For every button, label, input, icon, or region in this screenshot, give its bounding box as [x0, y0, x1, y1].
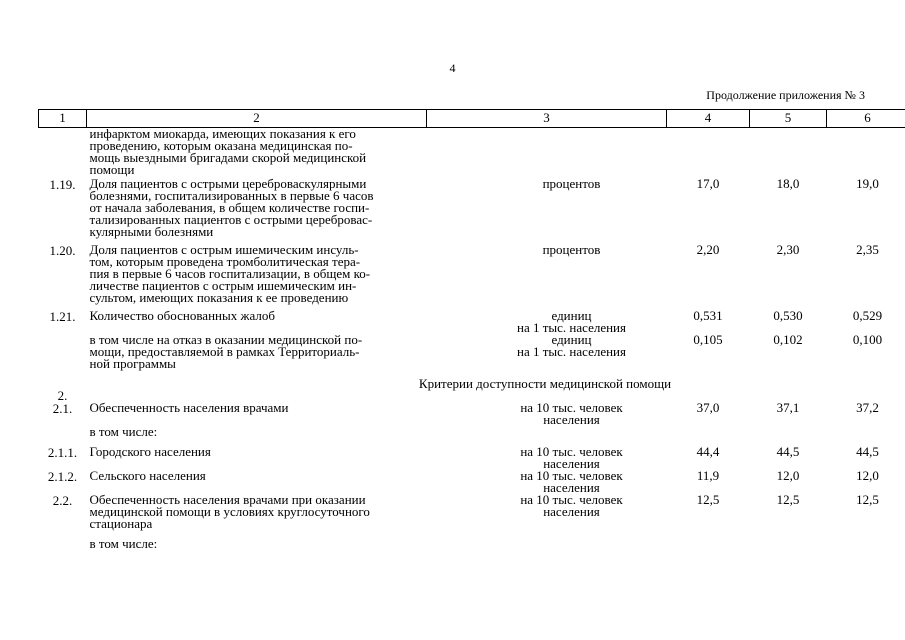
- criteria-table: [38, 109, 905, 552]
- value-year-1: [667, 538, 750, 552]
- indicator-name: [87, 334, 427, 378]
- section-title: Критерии доступности медицинской помощи: [418, 376, 672, 391]
- page-number: 4: [449, 61, 456, 75]
- row-number: [39, 426, 87, 446]
- row-number: 1.21.: [49, 309, 76, 324]
- row-number: 2.1.1.: [47, 445, 78, 460]
- unit-of-measure: [427, 310, 667, 334]
- unit-line: единиц: [551, 332, 592, 347]
- indicator-name-line: том, которым проведена тромболитическая тера-: [89, 254, 361, 269]
- value-year-3: 2,35: [856, 242, 879, 257]
- value-year-1: 17,0: [696, 176, 720, 191]
- unit-of-measure: [427, 426, 667, 446]
- indicator-name-line: пия в первые 6 часов госпитализации, в общем ко-: [89, 266, 371, 281]
- indicator-name-line: Обеспеченность населения врачами при оказании: [89, 492, 366, 507]
- unit-line: единиц: [551, 308, 592, 323]
- header-cell: 4: [667, 110, 750, 128]
- indicator-name-line: мощь выездными бригадами скорой медицинской: [89, 150, 367, 165]
- value-year-3: 37,2: [856, 400, 879, 415]
- table-row: [39, 128, 905, 179]
- row-number: 1.19.: [49, 177, 76, 192]
- indicator-name: [87, 178, 427, 244]
- unit-line: населения: [543, 412, 600, 427]
- row-number: 2.2.: [52, 493, 73, 508]
- indicator-name: [87, 538, 427, 552]
- unit-line: на 10 тыс. человек: [520, 444, 623, 459]
- indicator-name-line: ной программы: [89, 356, 176, 371]
- row-number: 2.: [57, 388, 68, 403]
- value-year-2: 37,1: [776, 400, 800, 415]
- unit-line: на 10 тыс. человек: [520, 492, 623, 507]
- unit-line: на 10 тыс. человек: [520, 468, 623, 483]
- value-year-3: [827, 426, 905, 446]
- value-year-2: 0,102: [773, 332, 803, 347]
- value-year-2: 18,0: [776, 176, 800, 191]
- value-year-1: [667, 426, 750, 446]
- indicator-name-line: медицинской помощи в условиях круглосуточного: [89, 504, 370, 519]
- indicator-name: [87, 446, 427, 470]
- indicator-name-line: Сельского населения: [89, 468, 206, 483]
- header-cell: 1: [39, 110, 87, 128]
- indicator-name: [87, 426, 427, 446]
- value-year-1: 37,0: [696, 400, 720, 415]
- indicator-name-line: в том числе:: [89, 536, 158, 551]
- value-year-3: 0,529: [852, 308, 883, 323]
- indicator-name-line: личестве пациентов с острым ишемическим ин-: [89, 278, 357, 293]
- indicator-name-line: тализированных пациентов с острыми церебровас-: [89, 212, 373, 227]
- value-year-1: 2,20: [696, 242, 720, 257]
- indicator-name: [87, 244, 427, 310]
- value-year-3: [827, 128, 905, 179]
- unit-line: на 1 тыс. населения: [517, 344, 626, 359]
- header-cell: 3: [427, 110, 667, 128]
- indicator-name-line: в том числе:: [89, 424, 158, 439]
- indicator-name: [87, 402, 427, 426]
- table-row: [39, 310, 905, 334]
- value-year-2: 12,0: [776, 468, 800, 483]
- value-year-1: 11,9: [696, 468, 720, 483]
- unit-line: процентов: [542, 242, 601, 257]
- indicator-name-line: стационара: [89, 516, 153, 531]
- indicator-name-line: кулярными болезнями: [89, 224, 214, 239]
- table-row: [39, 402, 905, 426]
- header-cell: 2: [87, 110, 427, 128]
- table-row: [39, 178, 905, 244]
- value-year-2: 12,5: [776, 492, 800, 507]
- unit-line: на 1 тыс. населения: [517, 320, 626, 335]
- indicator-name-line: от начала заболевания, в общем количестве госпи-: [89, 200, 370, 215]
- header-cell: 5: [750, 110, 827, 128]
- table-header: [39, 110, 905, 128]
- value-year-1: 44,4: [696, 444, 720, 459]
- value-year-2: [750, 128, 827, 179]
- continuation-caption: Продолжение приложения № 3: [706, 88, 865, 102]
- value-year-2: 0,530: [773, 308, 803, 323]
- indicator-name-line: Доля пациентов с острыми цереброваскулярными: [89, 176, 367, 191]
- row-number: [39, 128, 87, 179]
- unit-of-measure: [427, 494, 667, 538]
- row-number: 2.1.: [52, 401, 73, 416]
- value-year-2: 44,5: [776, 444, 800, 459]
- unit-of-measure: [427, 538, 667, 552]
- value-year-1: 0,105: [693, 332, 723, 347]
- indicator-name: [87, 494, 427, 538]
- indicator-name-line: Доля пациентов с острым ишемическим инсуль-: [89, 242, 359, 257]
- value-year-2: [750, 426, 827, 446]
- value-year-1: 0,531: [693, 308, 723, 323]
- table-row: [39, 244, 905, 310]
- indicator-name-line: сультом, имеющих показания к ее проведению: [89, 290, 349, 305]
- row-number: 1.20.: [49, 243, 76, 258]
- unit-of-measure: [427, 178, 667, 244]
- indicator-name-line: мощи, предоставляемой в рамках Территориаль-: [89, 344, 360, 359]
- table-body: [39, 128, 905, 553]
- indicator-name-line: Городского населения: [89, 444, 211, 459]
- unit-of-measure: [427, 244, 667, 310]
- indicator-name-line: Обеспеченность населения врачами: [89, 400, 289, 415]
- value-year-1: 12,5: [696, 492, 720, 507]
- indicator-name: [87, 310, 427, 334]
- value-year-3: 19,0: [856, 176, 879, 191]
- value-year-2: 2,30: [776, 242, 800, 257]
- row-number: 2.1.2.: [47, 469, 78, 484]
- unit-of-measure: [427, 334, 667, 378]
- section-row: [39, 378, 905, 402]
- indicator-name: [87, 470, 427, 494]
- indicator-name-line: в том числе на отказ в оказании медицинской по-: [89, 332, 363, 347]
- indicator-name: [87, 128, 427, 179]
- value-year-3: 12,5: [856, 492, 879, 507]
- table-row: [39, 470, 905, 494]
- unit-line: населения: [543, 456, 600, 471]
- indicator-name-line: помощи: [89, 162, 135, 177]
- value-year-3: [827, 538, 905, 552]
- table-row: [39, 446, 905, 470]
- row-number: [39, 538, 87, 552]
- indicator-name-line: проведению, которым оказана медицинская по-: [89, 138, 353, 153]
- table-row: [39, 334, 905, 378]
- indicator-name-line: болезнями, госпитализированных в первые 6 часов: [89, 188, 374, 203]
- indicator-name-line: инфарктом миокарда, имеющих показания к его: [89, 126, 356, 141]
- unit-line: населения: [543, 504, 600, 519]
- header-cell: 6: [827, 110, 905, 128]
- unit-line: процентов: [542, 176, 601, 191]
- table-row: [39, 426, 905, 446]
- unit-line: на 10 тыс. человек: [520, 400, 623, 415]
- table-row: [39, 494, 905, 538]
- value-year-2: [750, 538, 827, 552]
- unit-of-measure: [427, 128, 667, 179]
- unit-of-measure: [427, 402, 667, 426]
- value-year-3: 0,100: [852, 332, 883, 347]
- value-year-3: 12,0: [856, 468, 879, 483]
- unit-of-measure: [427, 446, 667, 470]
- value-year-1: [667, 128, 750, 179]
- value-year-3: 44,5: [856, 444, 879, 459]
- unit-of-measure: [427, 470, 667, 494]
- table-row: [39, 538, 905, 552]
- row-number: [39, 334, 87, 378]
- indicator-name-line: Количество обоснованных жалоб: [89, 308, 275, 323]
- unit-line: населения: [543, 480, 600, 495]
